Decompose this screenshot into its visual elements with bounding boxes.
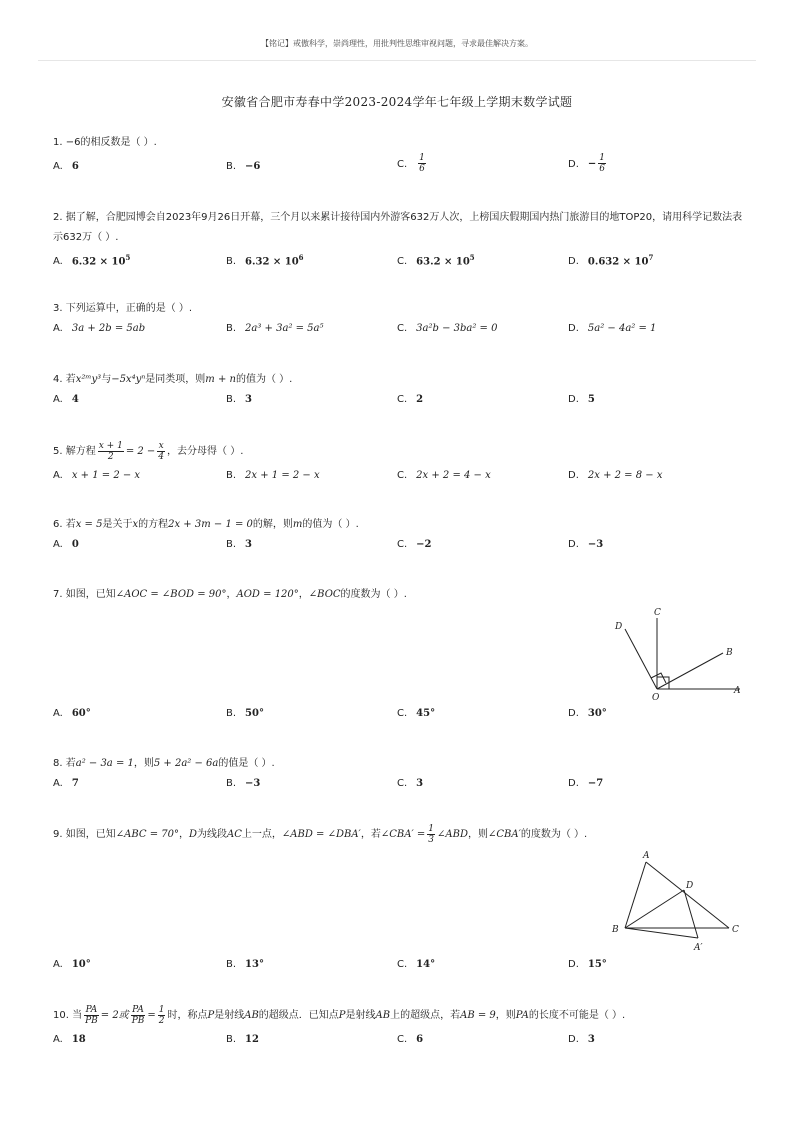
question-1-stem: 1. −6的相反数是（ ）. bbox=[53, 137, 157, 148]
header-divider bbox=[38, 60, 756, 61]
option-b[interactable]: B. 13° bbox=[226, 959, 264, 970]
option-b[interactable]: B. 3 bbox=[226, 539, 253, 550]
option-b[interactable]: B. −6 bbox=[226, 161, 261, 172]
option-d[interactable]: D. −7 bbox=[568, 778, 604, 789]
option-c[interactable]: C. 14° bbox=[397, 959, 436, 970]
question-8-options bbox=[53, 774, 743, 796]
question-4-stem: 4. 若x²ᵐy³与−5x⁴yⁿ是同类项，则m + n的值为（ ）. bbox=[53, 374, 293, 385]
question-3-options bbox=[53, 319, 743, 341]
question-3 bbox=[53, 299, 743, 341]
question-8 bbox=[53, 754, 743, 796]
segment-ac bbox=[646, 862, 729, 928]
option-b[interactable]: B. 2x + 1 = 2 − x bbox=[226, 470, 320, 481]
option-c[interactable]: C. 2 bbox=[397, 394, 424, 405]
fraction: $\frac{PA}{PB}$ bbox=[85, 1004, 98, 1026]
segment-bd bbox=[625, 890, 684, 928]
label-c: C bbox=[732, 925, 739, 935]
label-b: B bbox=[726, 648, 733, 658]
question-6-stem: 6. 若x = 5是关于x的方程2x + 3m − 1 = 0的解，则m的值为（ ）. bbox=[53, 519, 359, 530]
option-d[interactable]: D. −3 bbox=[568, 539, 604, 550]
option-a[interactable]: A. x + 1 = 2 − x bbox=[53, 470, 141, 481]
question-9 bbox=[53, 821, 743, 849]
option-c[interactable]: C. −2 bbox=[397, 539, 432, 550]
option-c[interactable]: C. 3 bbox=[397, 778, 424, 789]
label-d: D bbox=[686, 881, 694, 891]
fraction: $\frac{PA}{PB}$ bbox=[131, 1004, 145, 1026]
figure-angle-diagram bbox=[605, 603, 755, 703]
fraction: $\frac{1}{6}$ bbox=[599, 153, 606, 174]
question-2 bbox=[53, 208, 743, 270]
option-a[interactable]: A. 60° bbox=[53, 708, 91, 719]
question-7-options bbox=[53, 704, 743, 726]
label-d: D bbox=[615, 622, 623, 632]
option-b[interactable]: B. $6.32 \times 10^6$ bbox=[226, 253, 304, 268]
option-a[interactable]: A. 6 bbox=[53, 161, 79, 172]
option-d[interactable]: D. $0.632 \times 10^7$ bbox=[568, 253, 654, 268]
label-c: C bbox=[654, 608, 661, 618]
question-1 bbox=[53, 133, 743, 179]
question-10 bbox=[53, 1002, 743, 1052]
question-10-stem: 10. 当 $\frac{PA}{PB}$ = 2或 $\frac{PA}{PB}$ = $\frac{1}{2}$ 时，称点P是射线AB的超级点．已知点P是射线AB上的超级点，若AB = 9，则PA的长度不可能是（ ）. bbox=[53, 1004, 626, 1026]
option-d[interactable]: D. 30° bbox=[568, 708, 607, 719]
ray-ob bbox=[657, 653, 723, 689]
fraction: $\frac{1}{3}$ bbox=[428, 823, 435, 845]
ray-od bbox=[625, 629, 657, 689]
question-5-options bbox=[53, 466, 743, 488]
segment-ba-prime bbox=[625, 928, 698, 938]
question-9-stem: 9. 如图，已知∠ABC = 70°，D为线段AC上一点，∠ABD = ∠DBA′，若∠CBA′ = $\frac{1}{3}$ ∠ABD，则∠CBA′的度数为（ ）. bbox=[53, 823, 588, 845]
question-1-options bbox=[53, 153, 743, 179]
question-9-options bbox=[53, 955, 743, 977]
fraction: $\frac{x}{4}$ bbox=[158, 440, 165, 462]
option-b[interactable]: B. −3 bbox=[226, 778, 261, 789]
question-5 bbox=[53, 438, 743, 488]
option-b[interactable]: B. 12 bbox=[226, 1034, 259, 1045]
option-a[interactable]: A. $6.32 \times 10^5$ bbox=[53, 253, 131, 268]
label-a: A bbox=[643, 851, 650, 861]
label-a-prime: A′ bbox=[694, 943, 703, 953]
option-c[interactable]: C. 6 bbox=[397, 1034, 424, 1045]
option-d[interactable]: D. 5 bbox=[568, 394, 595, 405]
segment-ba bbox=[625, 862, 646, 928]
label-a: A bbox=[734, 686, 741, 696]
option-a[interactable]: A. 7 bbox=[53, 778, 79, 789]
figure-triangle-diagram bbox=[605, 848, 750, 956]
question-6 bbox=[53, 515, 743, 557]
question-7-stem: 7. 如图，已知∠AOC = ∠BOD = 90°，AOD = 120°，∠BOC的度数为（ ）. bbox=[53, 589, 407, 600]
option-b[interactable]: B. 3 bbox=[226, 394, 253, 405]
option-a[interactable]: A. 4 bbox=[53, 394, 79, 405]
option-d[interactable]: D. − $\frac{1}{6}$ bbox=[568, 153, 606, 174]
option-d[interactable]: D. 15° bbox=[568, 959, 607, 970]
question-5-stem: 5. 解方程 $\frac{x + 1}{2}$ = 2 − $\frac{x}{4}$ ，去分母得（ ）. bbox=[53, 440, 244, 462]
question-2-options bbox=[53, 248, 743, 270]
question-9-options-wrap bbox=[53, 955, 743, 977]
label-o: O bbox=[652, 693, 660, 703]
option-a[interactable]: A. 18 bbox=[53, 1034, 86, 1045]
option-a[interactable]: A. 0 bbox=[53, 539, 79, 550]
question-3-stem: 3. 下列运算中，正确的是（ ）. bbox=[53, 303, 193, 314]
header-note: 【铭记】戒傲科学，崇尚理性，用批判性思维审视问题，寻求最佳解决方案。 bbox=[261, 39, 533, 48]
option-c[interactable]: C. 2x + 2 = 4 − x bbox=[397, 470, 491, 481]
fraction: $\frac{1}{2}$ bbox=[158, 1004, 165, 1026]
fraction: $\frac{1}{6}$ bbox=[419, 153, 425, 174]
question-10-options bbox=[53, 1030, 743, 1052]
option-d[interactable]: D. 3 bbox=[568, 1034, 595, 1045]
option-d[interactable]: D. 2x + 2 = 8 − x bbox=[568, 470, 663, 481]
option-b[interactable]: B. 50° bbox=[226, 708, 264, 719]
fraction: $\frac{x + 1}{2}$ bbox=[98, 440, 123, 462]
option-b[interactable]: B. 2a³ + 3a² = 5a⁵ bbox=[226, 323, 324, 334]
question-7 bbox=[53, 585, 743, 605]
option-c[interactable]: C. $\frac{1}{6}$ bbox=[397, 153, 425, 174]
option-c[interactable]: C. $63.2 \times 10^5$ bbox=[397, 253, 475, 268]
option-d[interactable]: D. 5a² − 4a² = 1 bbox=[568, 323, 657, 334]
option-c[interactable]: C. 3a²b − 3ba² = 0 bbox=[397, 323, 498, 334]
option-a[interactable]: A. 10° bbox=[53, 959, 91, 970]
question-6-options bbox=[53, 535, 743, 557]
question-8-stem: 8. 若a² − 3a = 1，则5 + 2a² − 6a的值是（ ）. bbox=[53, 758, 275, 769]
question-7-options-wrap bbox=[53, 704, 743, 726]
question-2-stem: 2. 据了解，合肥园博会自2023年9月26日开幕，三个月以来累计接待国内外游客632万人次，上榜国庆假期国内热门旅游目的地TOP20，请用科学记数法表示632万（ ）. bbox=[53, 212, 743, 243]
option-c[interactable]: C. 45° bbox=[397, 708, 436, 719]
option-a[interactable]: A. 3a + 2b = 5ab bbox=[53, 323, 146, 334]
label-b: B bbox=[612, 925, 619, 935]
page-title: 安徽省合肥市寿春中学2023-2024学年七年级上学期末数学试题 bbox=[221, 95, 573, 109]
question-4 bbox=[53, 370, 743, 412]
question-4-options bbox=[53, 390, 743, 412]
